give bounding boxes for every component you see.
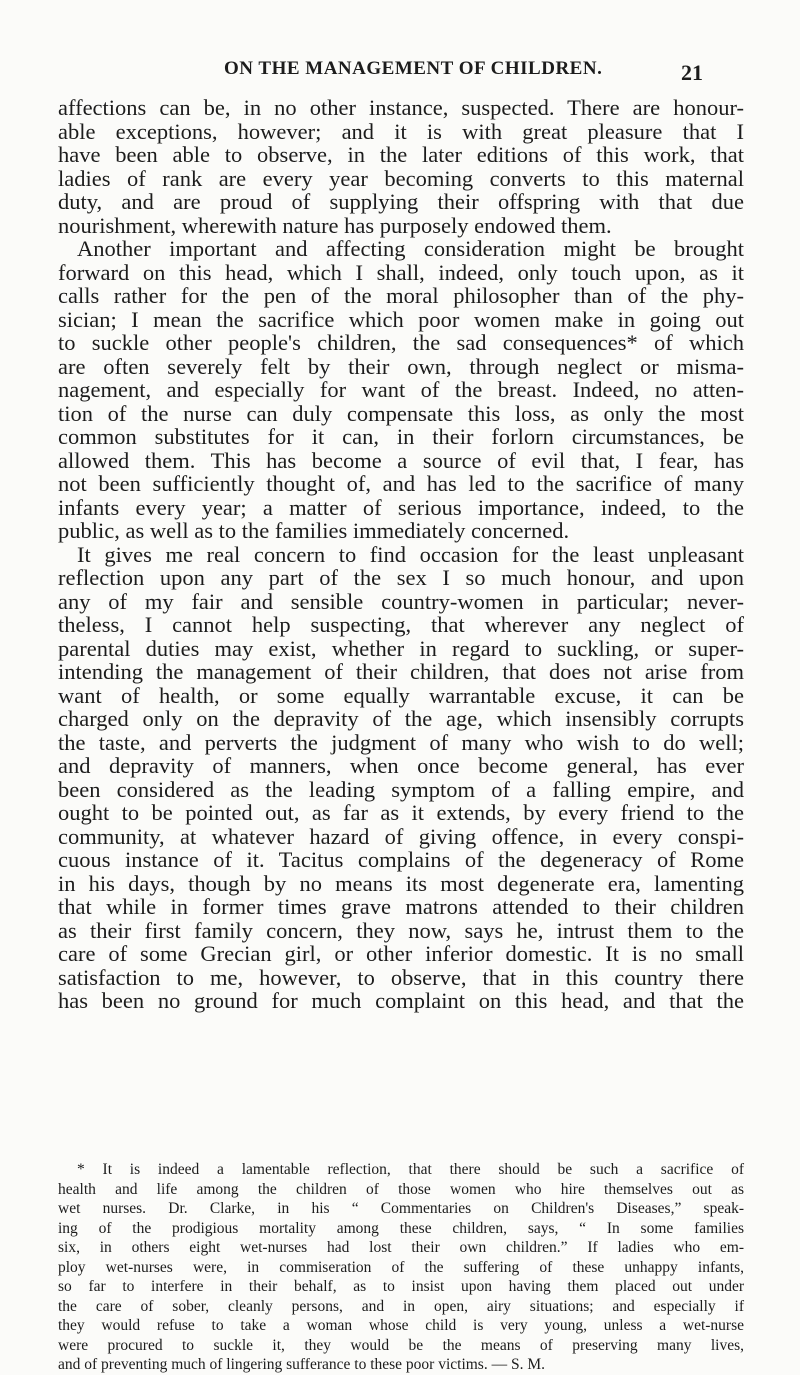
- body-line: allowed them. This has become a source of evil that, I fear, has: [58, 447, 744, 473]
- paragraph-start-line: Another important and affecting consideration might be brought: [77, 236, 744, 261]
- body-line: affections can be, in no other instance, suspected. There are honour-: [58, 95, 744, 120]
- body-line: satisfaction to me, however, to observe, that in this country there: [58, 964, 744, 990]
- body-line: tion of the nurse can duly compensate this loss, as only the most: [58, 400, 744, 426]
- page-number: 21: [681, 60, 703, 85]
- body-line: duty, and are proud of supplying their offspring with that due: [58, 189, 744, 214]
- footnote-line: the care of sober, cleanly persons, and in open, airy situations; and especially if: [58, 1297, 744, 1315]
- footnote-line: ploy wet-nurses were, in commiseration of the suffering of these unhappy infants,: [58, 1258, 744, 1276]
- body-line: that while in former times grave matrons attended to their children: [58, 894, 744, 919]
- body-line: parental duties may exist, whether in regard to suckling, or super-: [58, 635, 744, 661]
- body-line: been considered as the leading symptom of a falling empire, and: [58, 776, 744, 802]
- footnote-line: they would refuse to take a woman whose child is very young, unless a wet-nurse: [58, 1317, 744, 1334]
- body-line: any of my fair and sensible country-women in particular; never-: [58, 588, 744, 614]
- body-line: nourishment, wherewith nature has purposely endowed them.: [58, 212, 612, 238]
- body-line: forward on this head, which I shall, indeed, only touch upon, as it: [58, 259, 744, 285]
- paragraph-start-line: It gives me real concern to find occasion for the least unpleasant: [77, 541, 744, 567]
- body-line: public, as well as to the families immediately concerned.: [58, 518, 570, 543]
- body-line: care of some Grecian girl, or other inferior domestic. It is no small: [58, 941, 744, 966]
- body-line: cuous instance of it. Tacitus complains of the degeneracy of Rome: [58, 847, 744, 872]
- body-line: theless, I cannot help suspecting, that wherever any neglect of: [58, 612, 744, 637]
- body-line: reflection upon any part of the sex I so much honour, and upon: [58, 565, 744, 590]
- body-line: nagement, and especially for want of the breast. Indeed, no atten-: [58, 377, 744, 402]
- body-line: charged only on the depravity of the age, which insensibly corrupts: [58, 706, 744, 731]
- footnote-line: so far to interfere in their behalf, as to insist upon having them placed out under: [58, 1278, 744, 1295]
- body-line: and depravity of manners, when once become general, has ever: [58, 753, 744, 778]
- body-line: common substitutes for it can, in their forlorn circumstances, be: [58, 424, 744, 449]
- body-line: able exceptions, however; and it is with great pleasure that I: [58, 118, 744, 144]
- footnote-line: * It is indeed a lamentable reflection, that there should be such a sacrifice of: [77, 1161, 744, 1178]
- body-line: not been sufficiently thought of, and has led to the sacrifice of many: [58, 471, 744, 496]
- body-line: community, at whatever hazard of giving offence, in every conspi-: [58, 823, 744, 849]
- body-line: in his days, though by no means its most degenerate era, lamenting: [58, 870, 744, 896]
- body-line: want of health, or some equally warrantable excuse, it can be: [58, 682, 744, 708]
- footnote-line: six, in others eight wet-nurses had lost their own children.” If ladies who em-: [58, 1239, 744, 1256]
- footnote-line: and of preventing much of lingering sufferance to these poor victims. — S. M.: [58, 1356, 545, 1373]
- body-line: ought to be pointed out, as far as it extends, by every friend to the: [58, 800, 744, 825]
- body-line: have been able to observe, in the later editions of this work, that: [58, 142, 744, 167]
- body-line: intending the management of their children, that does not arise from: [58, 659, 744, 684]
- footnote-line: wet nurses. Dr. Clarke, in his “ Commentaries on Children's Diseases,” speak-: [58, 1200, 744, 1217]
- body-line: as their first family concern, they now, says he, intrust them to the: [58, 917, 744, 943]
- footnote-line: were procured to suckle it, they would be the means of preserving many lives,: [58, 1336, 744, 1354]
- body-line: the taste, and perverts the judgment of many who wish to do well;: [58, 729, 744, 755]
- body-text: [58, 96, 744, 1013]
- body-line: sician; I mean the sacrifice which poor women make in going out: [58, 306, 744, 332]
- body-line: infants every year; a matter of serious importance, indeed, to the: [58, 494, 744, 520]
- footnote-line: ing of the prodigious mortality among these children, says, “ In some families: [58, 1219, 744, 1237]
- body-line: ladies of rank are every year becoming converts to this maternal: [58, 165, 744, 191]
- body-line: calls rather for the pen of the moral philosopher than of the phy-: [58, 283, 744, 308]
- running-head: [0, 58, 800, 86]
- body-line: has been no ground for much complaint on this head, and that the: [58, 988, 744, 1013]
- running-title: ON THE MANAGEMENT OF CHILDREN.: [224, 58, 603, 79]
- footnote: [58, 1160, 744, 1375]
- footnote-line: health and life among the children of those women who hire themselves out as: [58, 1180, 744, 1198]
- body-line: are often severely felt by their own, through neglect or misma-: [58, 353, 744, 379]
- body-line: to suckle other people's children, the sad consequences* of which: [58, 330, 744, 355]
